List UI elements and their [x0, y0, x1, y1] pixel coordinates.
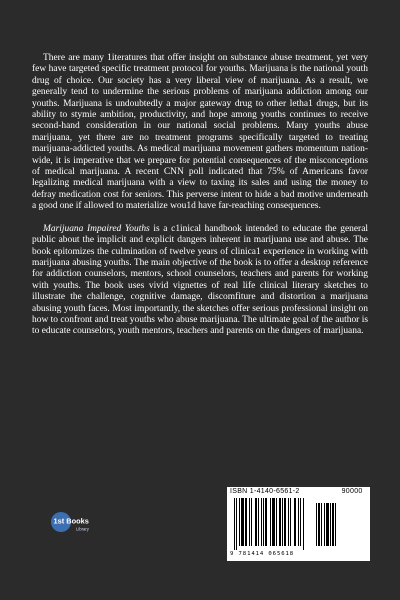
logo-sub-text: Library — [76, 526, 89, 532]
isbn-text: ISBN 1-4140-6561-2 90000 — [230, 488, 363, 495]
barcode-bars — [232, 498, 366, 550]
price-code: 90000 — [341, 488, 363, 495]
blurb-paragraph-2-text: is a c1inical handbook intended to educate the general public about the implicit and explicit dangers inherent in marijuana use and abuse. The book epitomizes the culmination of twelve years of clinica1 experience in working with marijuana abusing youths. The main objective of the book is to offer a desktop reference for addiction counselors, mentors, school counselors, teachers and parents for working with youths. The book uses vivid vignettes of real life clinical literary sketches to illustrate the challenge, cognitive damage, discomfiture and distortion a marijuana abusing youth faces. Most importantly, the sketches offer serious professional insight on how to confront and treat youths who abuse marijuana. The ultimate goal of the author is to educate counselors, youth mentors, teachers and parents on the dangers of marijuana. — [32, 223, 368, 337]
blurb-paragraph-2 — [32, 224, 368, 338]
logo-main-text: 1st Books — [53, 516, 89, 526]
publisher-logo — [50, 509, 98, 535]
book-title: Marijuana Impaired Youths — [43, 223, 150, 234]
ean-digits: 9 781414 065618 — [230, 551, 295, 557]
blurb-paragraph-1: There are many 1iteratures that offer insight on substance abuse treatment, yet very few have targeted specific treatment protocol for youths. Marijuana is the national youth drug of choice. Our society has a very liberal view of marijuana. As a result, we generally tend to undermine the serious problems of marijuana addiction among our youths. Marijuana is undoubtedly a major gateway drug to other letha1 drugs, but its ability to stymie ambition, productivity, and hope among youths continues to receive second-hand consideration in our national social problems. Many youths abuse marijuana, yet there are no treatment programs specifically targeted to treating marijuana-addicted youths. As medical marijuana movement gathers momentum nation-wide, it is imperative that we prepare for potential consequences of the misconceptions of medical marijuana. A recent CNN poll indicated that 75% of Americans favor legalizing medical marijuana with a view to taxing its sales and using the money to defray medication cost for seniors. This perverse intent to hide a bad motive underneath a good one if allowed to materialize wou1d have far-reaching consequences. — [32, 53, 368, 212]
cover-blurb — [32, 53, 368, 338]
barcode-label — [227, 487, 370, 561]
